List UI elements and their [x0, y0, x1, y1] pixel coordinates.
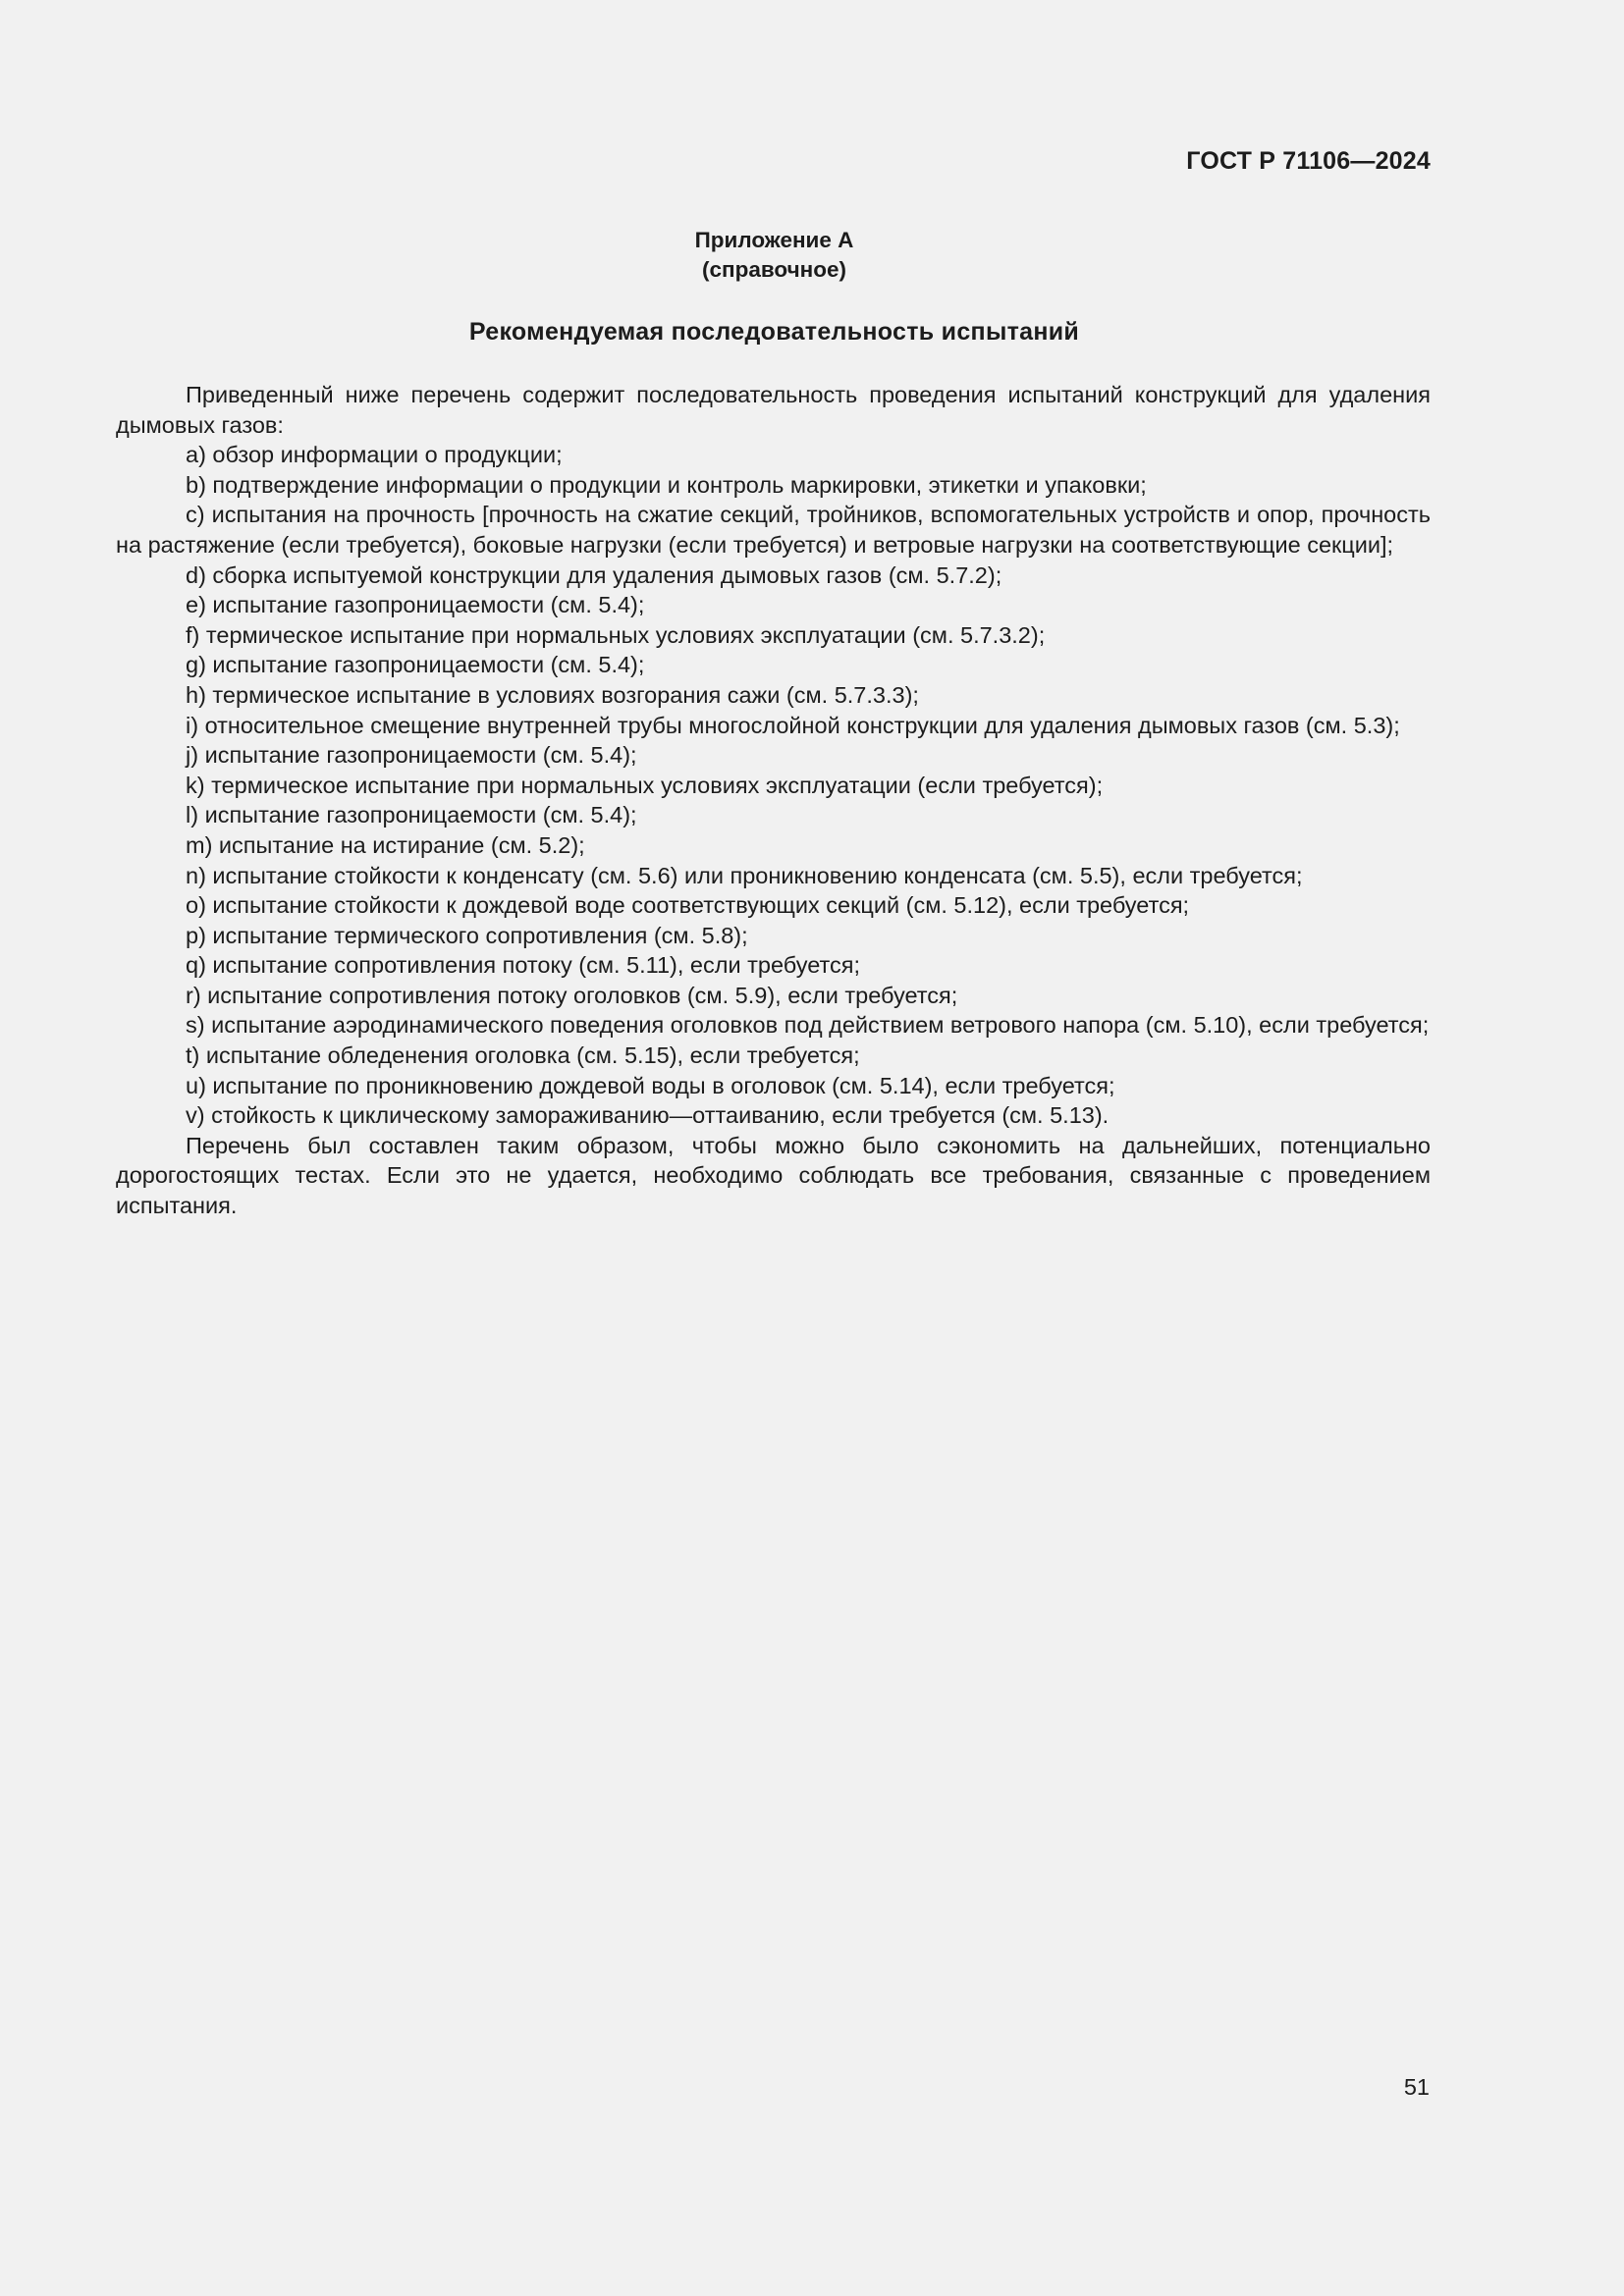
list-item: e) испытание газопроницаемости (см. 5.4);	[186, 592, 645, 618]
closing-paragraph: Перечень был составлен таким образом, чтобы можно было сэкономить на дальнейших, потенциально дорогостоящих тестах. Если это не удается, необходимо соблюдать все требования, связанные с проведением испытания.	[116, 1132, 1431, 1219]
list-item: m) испытание на истирание (см. 5.2);	[186, 831, 585, 858]
list-item: b) подтверждение информации о продукции и контроль маркировки, этикетки и упаковки;	[186, 471, 1147, 498]
page-number: 51	[1403, 2074, 1430, 2100]
list-item: i) относительное смещение внутренней трубы многослойной конструкции для удаления дымовых газов (см. 5.3);	[186, 712, 1400, 738]
list-item: p) испытание термического сопротивления (см. 5.8);	[186, 922, 748, 948]
list-item: d) сборка испытуемой конструкции для удаления дымовых газов (см. 5.7.2);	[186, 561, 1002, 588]
list-item: o) испытание стойкости к дождевой воде соответствующих секций (см. 5.12), если требуется;	[186, 892, 1190, 919]
list-item: t) испытание обледенения оголовка (см. 5.15), если требуется;	[186, 1042, 860, 1069]
body-text	[116, 380, 1431, 1221]
list-item: j) испытание газопроницаемости (см. 5.4);	[186, 742, 637, 769]
list-item: q) испытание сопротивления потоку (см. 5.11), если требуется;	[186, 952, 860, 979]
list-item: n) испытание стойкости к конденсату (см. 5.6) или проникновению конденсата (см. 5.5), если требуется;	[186, 862, 1303, 888]
list-item: a) обзор информации о продукции;	[186, 442, 563, 468]
list-item: g) испытание газопроницаемости (см. 5.4);	[186, 652, 645, 678]
document-code: ГОСТ Р 71106—2024	[1186, 147, 1431, 175]
list-item: v) стойкость к циклическому замораживанию—оттаиванию, если требуется (см. 5.13).	[186, 1102, 1110, 1129]
list-item: f) термическое испытание при нормальных условиях эксплуатации (см. 5.7.3.2);	[186, 621, 1046, 648]
list-item: l) испытание газопроницаемости (см. 5.4);	[186, 802, 637, 828]
intro-paragraph: Приведенный ниже перечень содержит последовательность проведения испытаний конструкций для удаления дымовых газов:	[116, 382, 1431, 438]
appendix-title: Приложение А	[694, 228, 854, 252]
list-item: r) испытание сопротивления потоку оголовков (см. 5.9), если требуется;	[186, 982, 958, 1008]
list-item: u) испытание по проникновению дождевой воды в оголовок (см. 5.14), если требуется;	[186, 1072, 1115, 1098]
list-item: h) термическое испытание в условиях возгорания сажи (см. 5.7.3.3);	[186, 681, 919, 708]
list-item: k) термическое испытание при нормальных условиях эксплуатации (если требуется);	[186, 772, 1104, 798]
list-item: s) испытание аэродинамического поведения оголовков под действием ветрового напора (см. 5.10), если требуется;	[186, 1012, 1430, 1039]
list-item: c) испытания на прочность [прочность на сжатие секций, тройников, вспомогательных устройств и опор, прочность на растяжение (если требуется), боковые нагрузки (если требуется) и ветровые нагрузки на соответствующие секции];	[116, 502, 1431, 558]
section-title: Рекомендуемая последовательность испытаний	[468, 318, 1080, 346]
appendix-subtitle: (справочное)	[702, 257, 846, 282]
